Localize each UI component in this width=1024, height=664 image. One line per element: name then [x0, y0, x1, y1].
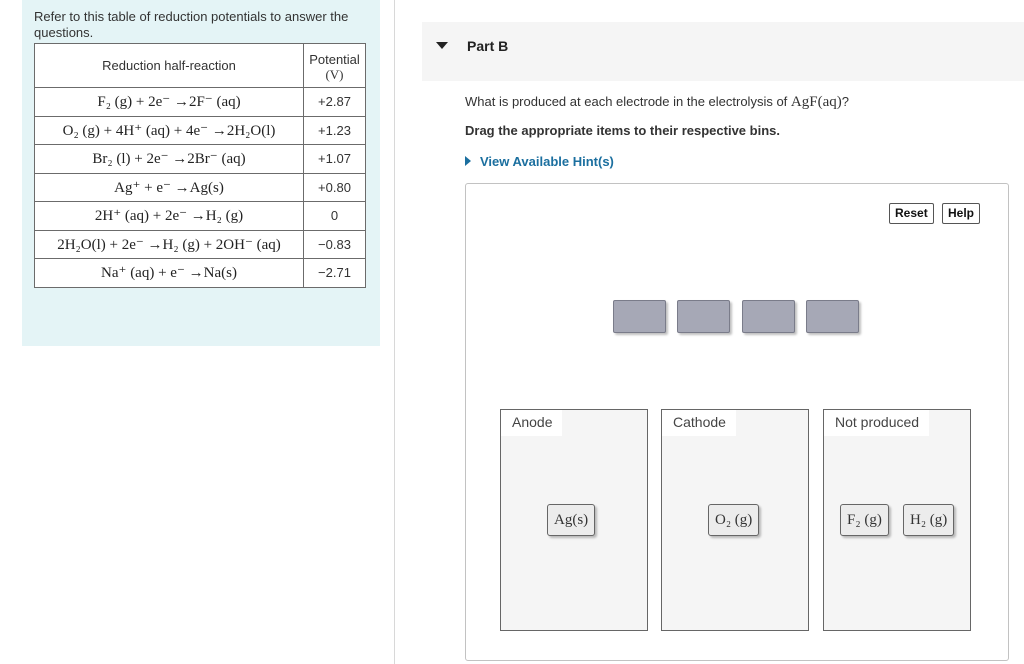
- reaction-cell: O₂ (g) + 4H⁺ (aq) + 4e⁻ →2H₂O(l): [35, 116, 304, 145]
- bin-anode[interactable]: [500, 409, 648, 631]
- table-header-row: [35, 44, 366, 88]
- question-formula: AgF(aq): [790, 94, 842, 110]
- potential-cell: −2.71: [304, 259, 366, 288]
- draggable-item-f2[interactable]: F₂ (g): [840, 504, 889, 536]
- table-row: [35, 173, 366, 202]
- view-hints-link[interactable]: [465, 154, 614, 169]
- potential-cell: +2.87: [304, 88, 366, 117]
- header-potential: [304, 44, 366, 88]
- reference-intro: Refer to this table of reduction potentials to answer the questions.: [34, 9, 349, 40]
- help-button[interactable]: Help: [942, 203, 980, 224]
- part-header[interactable]: [422, 22, 1024, 81]
- potential-cell: −0.83: [304, 230, 366, 259]
- draggable-item-o2[interactable]: O₂ (g): [708, 504, 759, 536]
- question-text: [465, 94, 849, 111]
- reference-panel: [22, 0, 380, 346]
- potential-cell: 0: [304, 202, 366, 231]
- drag-drop-area: [465, 183, 1009, 661]
- header-potential-unit: (V): [325, 66, 344, 82]
- bin-label: Not produced: [824, 410, 929, 436]
- table-row: [35, 116, 366, 145]
- header-potential-label: Potential: [309, 51, 360, 67]
- reaction-cell: Br₂ (l) + 2e⁻ →2Br⁻ (aq): [35, 145, 304, 174]
- table-row: [35, 202, 366, 231]
- bin-not-produced[interactable]: [823, 409, 971, 631]
- draggable-item-h2[interactable]: H₂ (g): [903, 504, 954, 536]
- reaction-cell: Ag⁺ + e⁻ →Ag(s): [35, 173, 304, 202]
- potential-cell: +1.07: [304, 145, 366, 174]
- part-title: Part B: [467, 38, 509, 54]
- reaction-cell: F₂ (g) + 2e⁻ →2F⁻ (aq): [35, 88, 304, 117]
- reset-button[interactable]: Reset: [889, 203, 934, 224]
- table-row: [35, 88, 366, 117]
- collapse-triangle-icon[interactable]: [436, 42, 448, 49]
- empty-item-slot[interactable]: [806, 300, 859, 333]
- potential-cell: +0.80: [304, 173, 366, 202]
- bin-label: Anode: [501, 410, 562, 436]
- reduction-potentials-table: [34, 43, 366, 288]
- bin-cathode[interactable]: [661, 409, 809, 631]
- panel-divider: [394, 0, 395, 664]
- header-reaction: Reduction half-reaction: [35, 44, 304, 88]
- question-prefix: What is produced at each electrode in the electrolysis of: [465, 94, 791, 109]
- reaction-cell: 2H⁺ (aq) + 2e⁻ →H₂ (g): [35, 202, 304, 231]
- table-row: [35, 259, 366, 288]
- question-suffix: ?: [841, 94, 849, 109]
- empty-item-slot[interactable]: [677, 300, 730, 333]
- table-row: [35, 230, 366, 259]
- empty-item-slot[interactable]: [613, 300, 666, 333]
- instruction-text: Drag the appropriate items to their respective bins.: [465, 123, 780, 138]
- potential-cell: +1.23: [304, 116, 366, 145]
- reaction-cell: Na⁺ (aq) + e⁻ →Na(s): [35, 259, 304, 288]
- hint-link-label: View Available Hint(s): [480, 154, 614, 169]
- bin-label: Cathode: [662, 410, 736, 436]
- empty-item-slot[interactable]: [742, 300, 795, 333]
- table-row: [35, 145, 366, 174]
- draggable-item-ag[interactable]: Ag(s): [547, 504, 595, 536]
- expand-triangle-icon: [465, 156, 471, 166]
- reaction-cell: 2H₂O(l) + 2e⁻ →H₂ (g) + 2OH⁻ (aq): [35, 230, 304, 259]
